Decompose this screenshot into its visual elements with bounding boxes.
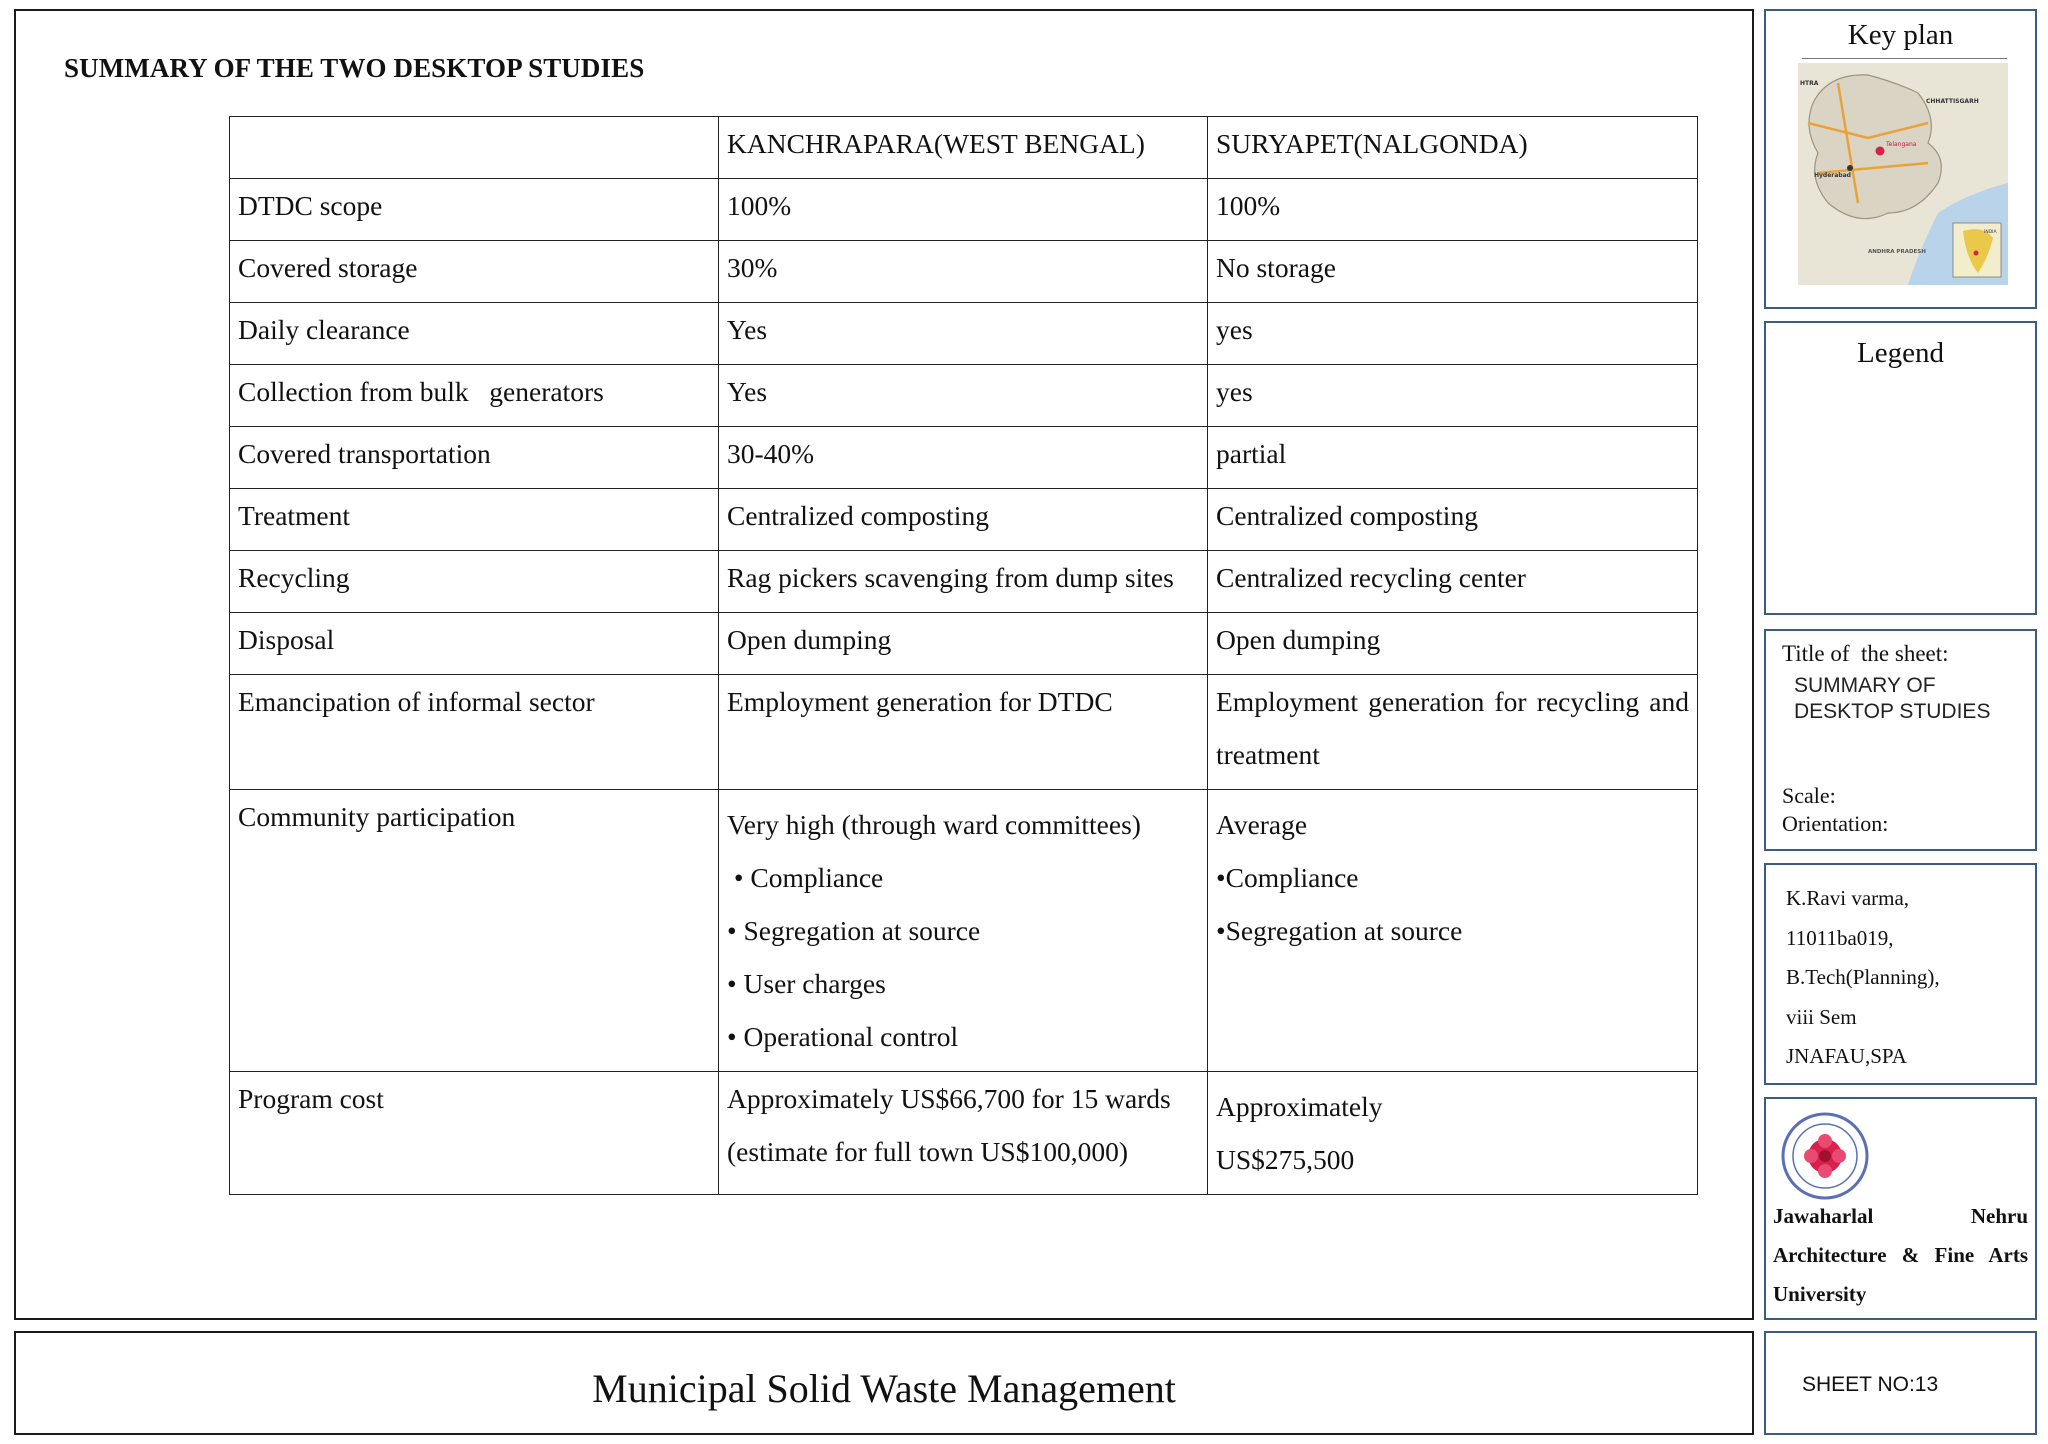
row-label: Treatment: [230, 489, 719, 551]
sheet-number: SHEET NO:13: [1802, 1373, 1939, 1396]
scale-label: Scale:: [1782, 783, 1836, 808]
sheet-title-value: SUMMARY OF DESKTOP STUDIES: [1794, 674, 1991, 723]
orientation-label: Orientation:: [1782, 811, 1889, 836]
row-label: Community participation: [230, 790, 719, 1072]
map-label: HTRA: [1800, 80, 1819, 87]
suryapet-value: yes: [1208, 365, 1698, 427]
suryapet-value: Centralized recycling center: [1208, 551, 1698, 613]
row-label: Covered transportation: [230, 427, 719, 489]
legend-box: [1764, 321, 2037, 615]
kanchrapara-value: Yes: [719, 303, 1208, 365]
suryapet-value: Employment generation for recycling and treatment: [1208, 675, 1698, 790]
table-row: [230, 613, 1698, 675]
kanchrapara-value: [719, 790, 1208, 1072]
row-label: Covered storage: [230, 241, 719, 303]
suryapet-value: partial: [1208, 427, 1698, 489]
table-row: [230, 790, 1698, 1072]
author-name: K.Ravi varma,: [1786, 886, 1910, 910]
table-row: [230, 675, 1698, 790]
list-item: • User charges: [727, 968, 886, 999]
footer-panel: [14, 1331, 1754, 1435]
list-item: • Segregation at source: [727, 915, 981, 946]
header-cell-kanchrapara: KANCHRAPARA(WEST BENGAL): [719, 117, 1208, 179]
table-row: [230, 179, 1698, 241]
table-row: [230, 303, 1698, 365]
row-label: Emancipation of informal sector: [230, 675, 719, 790]
university-name: Jawaharlal Nehru Architecture & Fine Arts University: [1773, 1204, 2028, 1306]
kanchrapara-value: Rag pickers scavenging from dump sites: [719, 551, 1208, 613]
kanchrapara-value: Open dumping: [719, 613, 1208, 675]
table-header-row: [230, 117, 1698, 179]
table-row: [230, 365, 1698, 427]
list-item: •Compliance: [1216, 862, 1359, 893]
kanchrapara-value: Employment generation for DTDC: [719, 675, 1208, 790]
kanchrapara-value: Centralized composting: [719, 489, 1208, 551]
kanchrapara-value: 100%: [719, 179, 1208, 241]
summary-table: [229, 116, 1698, 1195]
author-course: B.Tech(Planning),: [1786, 965, 1940, 989]
key-plan-box: [1764, 9, 2037, 309]
list-item: Very high (through ward committees): [727, 809, 1141, 840]
footer-title: Municipal Solid Waste Management: [592, 1366, 1176, 1411]
suryapet-value: yes: [1208, 303, 1698, 365]
sheet-title-label: Title of the sheet:: [1782, 641, 1949, 666]
map-label: CHHATTISGARH: [1926, 98, 1979, 105]
suryapet-value: Centralized composting: [1208, 489, 1698, 551]
suryapet-value: [1208, 790, 1698, 1072]
university-box: [1764, 1097, 2037, 1320]
table-row: [230, 489, 1698, 551]
author-semester: viii Sem: [1786, 1004, 1857, 1029]
suryapet-participation-list: [1216, 798, 1689, 957]
list-item: • Operational control: [727, 1021, 959, 1052]
key-plan-title: Key plan: [1847, 19, 1954, 51]
row-label: Disposal: [230, 613, 719, 675]
kanchrapara-participation-list: [727, 798, 1199, 1063]
suryapet-value: 100%: [1208, 179, 1698, 241]
table-row: [230, 241, 1698, 303]
map-label: Hyderabad: [1814, 172, 1851, 179]
table-row: [230, 427, 1698, 489]
row-label: Daily clearance: [230, 303, 719, 365]
map-label: ANDHRA PRADESH: [1868, 249, 1926, 255]
kanchrapara-value: 30-40%: [719, 427, 1208, 489]
row-label: Program cost: [230, 1072, 719, 1195]
kanchrapara-value: Yes: [719, 365, 1208, 427]
row-label: DTDC scope: [230, 179, 719, 241]
divider: [1802, 58, 2007, 59]
suryapet-value: Approximately US$275,500: [1208, 1072, 1698, 1195]
author-institution: JNAFAU,SPA: [1786, 1044, 1907, 1068]
key-plan-map: [1798, 63, 2008, 285]
author-details: [1786, 879, 1940, 1077]
author-box: [1764, 863, 2037, 1085]
map-label: Telangana: [1886, 141, 1917, 148]
list-item: Average: [1216, 809, 1308, 840]
row-label: Recycling: [230, 551, 719, 613]
list-item: • Compliance: [727, 862, 884, 893]
header-cell-blank: [230, 117, 719, 179]
page-title: SUMMARY OF THE TWO DESKTOP STUDIES: [64, 53, 645, 83]
sheet-info-box: [1764, 629, 2037, 851]
suryapet-value: No storage: [1208, 241, 1698, 303]
legend-title: Legend: [1857, 337, 1944, 369]
author-roll-number: 11011ba019,: [1786, 925, 1894, 950]
map-label: INDIA: [1984, 230, 1997, 235]
university-seal-icon: [1780, 1111, 1870, 1201]
suryapet-value: Open dumping: [1208, 613, 1698, 675]
table-row: [230, 551, 1698, 613]
kanchrapara-value: 30%: [719, 241, 1208, 303]
list-item: •Segregation at source: [1216, 915, 1463, 946]
sheet-number-box: [1764, 1331, 2037, 1435]
row-label: Collection from bulk generators: [230, 365, 719, 427]
header-cell-suryapet: SURYAPET(NALGONDA): [1208, 117, 1698, 179]
table-row: [230, 1072, 1698, 1195]
kanchrapara-value: Approximately US$66,700 for 15 wards (estimate for full town US$100,000): [719, 1072, 1208, 1195]
